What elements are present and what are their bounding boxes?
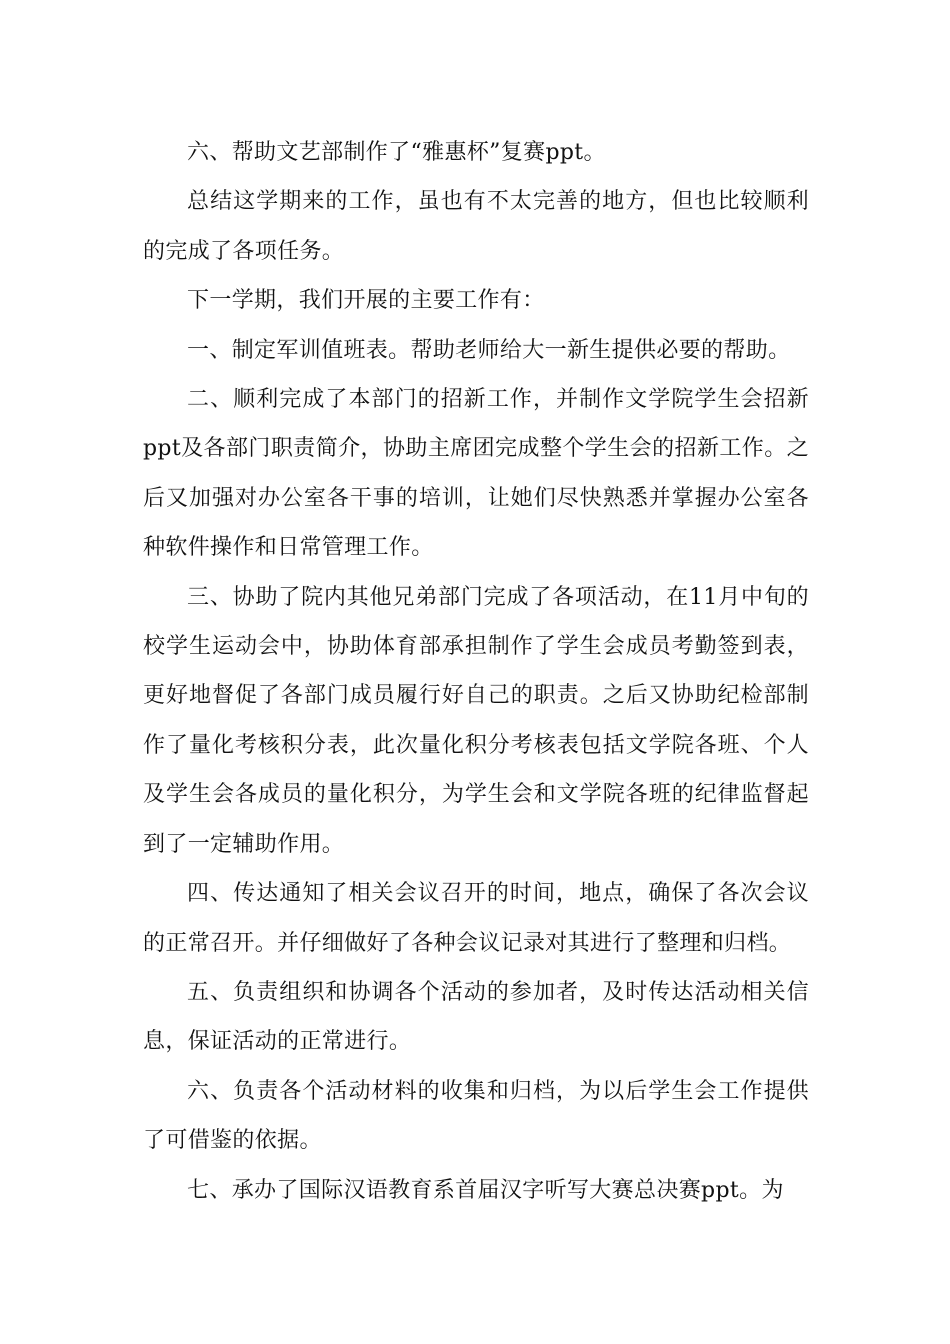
paragraph: 六、帮助文艺部制作了“雅惠杯”复赛ppt。 — [187, 140, 606, 165]
paragraph: 六、负责各个活动材料的收集和归档，为以后学生会工作提供了可借鉴的依据。 — [143, 1078, 809, 1154]
paragraph: 七、承办了国际汉语教育系首届汉字听写大赛总决赛ppt。为 — [187, 1177, 784, 1203]
paragraph: 四、传达通知了相关会议召开的时间，地点，确保了各次会议的正常召开。并仔细做好了各种会议记录对其进行了整理和归档。 — [143, 881, 809, 956]
document-body — [143, 128, 809, 1215]
paragraph: 下一学期，我们开展的主要工作有： — [187, 288, 545, 314]
paragraph: 总结这学期来的工作，虽也有不太完善的地方，但也比较顺利的完成了各项任务。 — [143, 189, 809, 264]
paragraph: 二、顺利完成了本部门的招新工作，并制作文学院学生会招新ppt及各部门职责简介，协助主席团完成整个学生会的招新工作。之后又加强对办公室各干事的培训，让她们尽快熟悉并掌握办公室各种软件操作和日常管理工作。 — [143, 387, 809, 561]
paragraph: 三、协助了院内其他兄弟部门完成了各项活动，在11月中旬的校学生运动会中，协助体育部承担制作了学生会成员考勤签到表，更好地督促了各部门成员履行好自己的职责。之后又协助纪检部制作了量化考核积分表，此次量化积分考核表包括文学院各班、个人及学生会各成员的量化积分，为学生会和文学院各班的纪律监督起到了一定辅助作用。 — [143, 584, 809, 857]
paragraph: 一、制定军训值班表。帮助老师给大一新生提供必要的帮助。 — [187, 337, 791, 363]
paragraph: 五、负责组织和协调各个活动的参加者，及时传达活动相关信息，保证活动的正常进行。 — [143, 979, 809, 1055]
